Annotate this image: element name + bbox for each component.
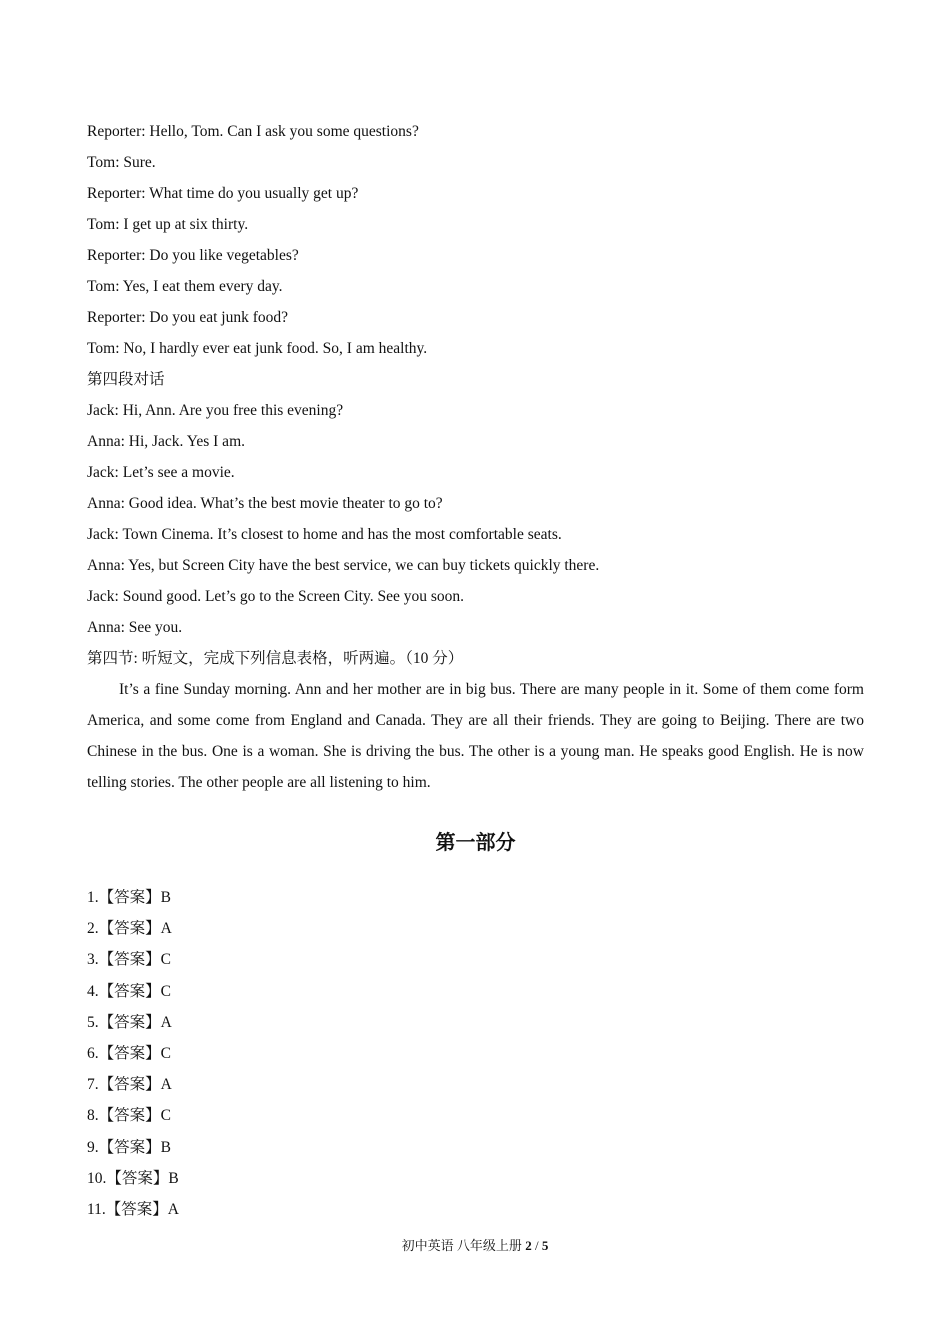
answer-item: 11.【答案】A (87, 1200, 179, 1218)
answer-item: 7.【答案】A (87, 1076, 172, 1094)
answer-item: 5.【答案】A (87, 1013, 172, 1031)
answer-item: 9.【答案】B (87, 1138, 171, 1156)
dialogue-line: Reporter: Hello, Tom. Can I ask you some questions? (87, 123, 419, 140)
dialogue-line: Tom: Sure. (87, 154, 156, 171)
dialogue-line: Reporter: Do you eat junk food? (87, 309, 289, 326)
dialogue-line: Tom: I get up at six thirty. (87, 216, 249, 233)
page-number-total: 5 (541, 1238, 549, 1253)
part-heading: 第一部分 (435, 830, 516, 854)
answer-item: 8.【答案】C (87, 1107, 171, 1125)
dialogue-4 (87, 395, 864, 643)
answer-item: 1.【答案】B (87, 889, 171, 906)
dialogue-line: Reporter: What time do you usually get up? (87, 185, 359, 202)
section-4-title: 第四节: 听短文，完成下列信息表格，听两遍。（10 分） (87, 650, 464, 667)
dialogue-line: Jack: Let’s see a movie. (87, 464, 235, 481)
page-footer (0, 1236, 950, 1256)
answer-item: 4.【答案】C (87, 982, 171, 1000)
dialogue-line: Anna: Yes, but Screen City have the best service, we can buy tickets quickly there. (87, 557, 600, 574)
listening-passage: It’s a fine Sunday morning. Ann and her mother are in big bus. There are many people in it. Some of them come form America, and some come from England and Canada. They are all their friends. They are going to Beijing. There are two Chinese in the bus. One is a woman. She is driving the bus. The other is a young man. He speaks good English. He is now telling stories. The other people are all listening to him. (87, 681, 864, 791)
page-number-current: 2 (525, 1238, 532, 1253)
dialogue-line: Anna: Good idea. What’s the best movie theater to go to? (87, 495, 443, 512)
answer-item: 3.【答案】C (87, 951, 171, 969)
dialogue-line: Anna: Hi, Jack. Yes I am. (87, 433, 245, 450)
dialogue-3 (87, 116, 864, 364)
page-number-separator: / (534, 1238, 539, 1253)
page-content (87, 116, 864, 1225)
dialogue-line: Jack: Hi, Ann. Are you free this evening? (87, 402, 344, 419)
dialogue-line: Reporter: Do you like vegetables? (87, 247, 299, 264)
answer-item: 10.【答案】B (87, 1169, 179, 1187)
answer-list (87, 882, 864, 1225)
dialogue-line: Tom: Yes, I eat them every day. (87, 278, 283, 295)
answer-item: 2.【答案】A (87, 920, 172, 938)
dialogue-4-title: 第四段对话 (87, 371, 165, 388)
answer-item: 6.【答案】C (87, 1044, 171, 1062)
footer-subject: 初中英语 八年级上册 (401, 1238, 522, 1253)
dialogue-line: Jack: Sound good. Let’s go to the Screen City. See you soon. (87, 588, 464, 605)
dialogue-line: Anna: See you. (87, 619, 183, 636)
dialogue-line: Tom: No, I hardly ever eat junk food. So, I am healthy. (87, 340, 428, 357)
dialogue-line: Jack: Town Cinema. It’s closest to home and has the most comfortable seats. (87, 526, 562, 543)
